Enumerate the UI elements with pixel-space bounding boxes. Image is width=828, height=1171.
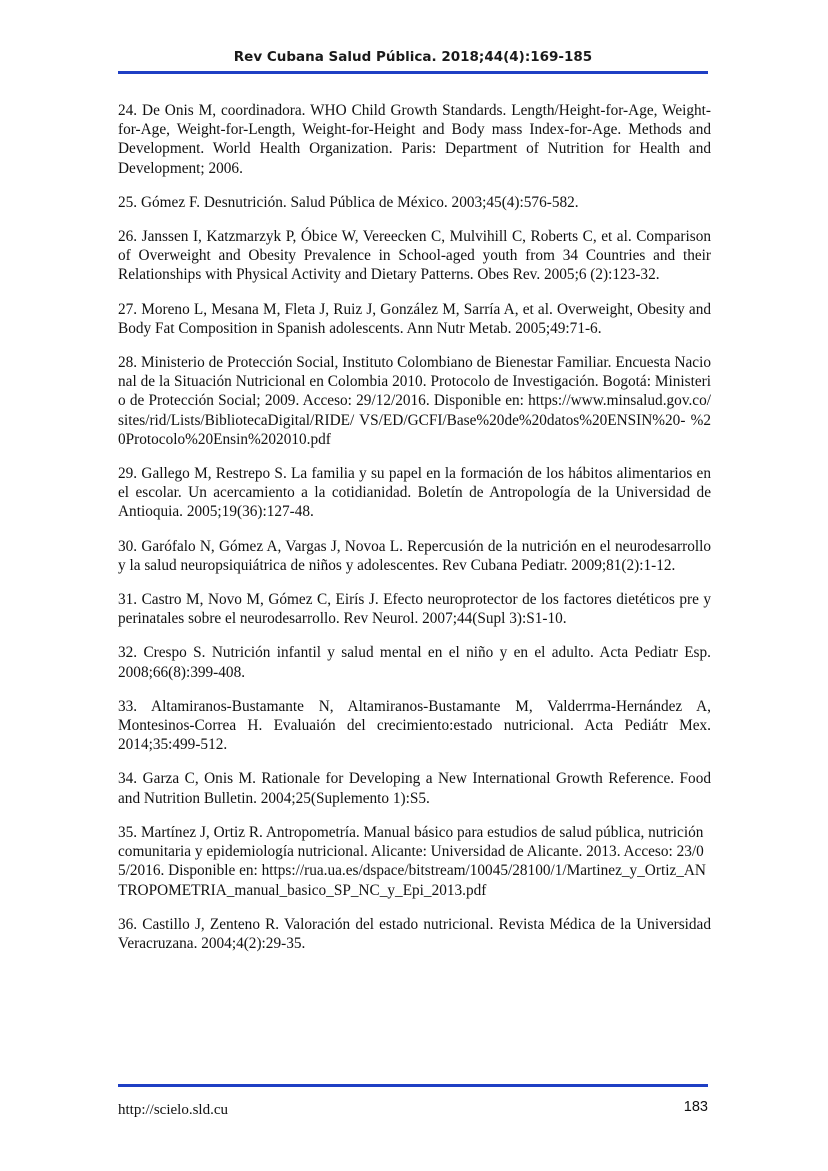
reference-32: 32. Crespo S. Nutrición infantil y salud mental en el niño y en el adulto. Acta Pediatr Esp. 2008;66(8):399-408.: [118, 644, 711, 681]
running-head: Rev Cubana Salud Pública. 2018;44(4):169-185: [233, 49, 593, 65]
footer-url-link[interactable]: http://scielo.sld.cu: [118, 1102, 228, 1118]
reference-29: 29. Gallego M, Restrepo S. La familia y su papel en la formación de los hábitos alimentarios en el escolar. Un acercamiento a la cotidianidad. Boletín de Antropología de la Universidad de Antioquia. 2005;19(36):127-48.: [118, 465, 711, 521]
reference-31: 31. Castro M, Novo M, Gómez C, Eirís J. Efecto neuroprotector de los factores dietéticos pre y perinatales sobre el neurodesarrollo. Rev Neurol. 2007;44(Supl 3):S1-10.: [118, 591, 711, 628]
reference-28: 28. Ministerio de Protección Social, Instituto Colombiano de Bienestar Familiar. Encuesta Nacional de la Situación Nutricional en Colombia 2010. Protocolo de Investigación. Bogotá: Ministerio de Protección Social; 2009. Acceso: 29/12/2016. Disponible en: https://www.minsalud.gov.co/sites/rid/Lists/BibliotecaDigital/RIDE/ VS/ED/GCFI/Base%20de%20datos%20ENSIN%20- %20Protocolo%20Ensin%202010.pdf: [118, 354, 711, 448]
reference-26: 26. Janssen I, Katzmarzyk P, Óbice W, Vereecken C, Mulvihill C, Roberts C, et al. Comparison of Overweight and Obesity Prevalence in School-aged youth from 34 Countries and their Relationships with Physical Activity and Dietary Patterns. Obes Rev. 2005;6 (2):123-32.: [118, 228, 711, 284]
page-number: 183: [683, 1099, 708, 1115]
reference-list: [118, 101, 711, 968]
header-rule: [118, 71, 708, 74]
reference-36: 36. Castillo J, Zenteno R. Valoración del estado nutricional. Revista Médica de la Universidad Veracruzana. 2004;4(2):29-35.: [118, 915, 711, 952]
footer-rule: [118, 1084, 708, 1087]
reference-35: 35. Martínez J, Ortiz R. Antropometría. Manual básico para estudios de salud pública, nutrición comunitaria y epidemiología nutricional. Alicante: Universidad de Alicante. 2013. Acceso: 23/05/2016. Disponible en: https://rua.ua.es/dspace/bitstream/10045/28100/1/Martinez_y_Ortiz_ANTROPOMETRIA_manual_basico_SP_NC_y_Epi_2013.pdf: [118, 823, 706, 899]
reference-24: 24. De Onis M, coordinadora. WHO Child Growth Standards. Length/Height-for-Age, Weight-for-Age, Weight-for-Length, Weight-for-Height and Body mass Index-for-Age. Methods and Development. World Health Organization. Paris: Department of Nutrition for Health and Development; 2006.: [118, 102, 711, 177]
reference-33: 33. Altamiranos-Bustamante N, Altamiranos-Bustamante M, Valderrma-Hernández A, Montesinos-Correa H. Evaluaión del crecimiento:estado nutricional. Acta Pediátr Mex. 2014;35:499-512.: [118, 697, 711, 754]
reference-34: 34. Garza C, Onis M. Rationale for Developing a New International Growth Reference. Food and Nutrition Bulletin. 2004;25(Suplemento 1):S5.: [118, 770, 711, 807]
reference-25: 25. Gómez F. Desnutrición. Salud Pública de México. 2003;45(4):576-582.: [118, 193, 579, 211]
reference-27: 27. Moreno L, Mesana M, Fleta J, Ruiz J, González M, Sarría A, et al. Overweight, Obesity and Body Fat Composition in Spanish adolescents. Ann Nutr Metab. 2005;49:71-6.: [118, 300, 711, 337]
reference-30: 30. Garófalo N, Gómez A, Vargas J, Novoa L. Repercusión de la nutrición en el neurodesarrollo y la salud neuropsiquiátrica de niños y adolescentes. Rev Cubana Pediatr. 2009;81(2):1-12.: [118, 537, 711, 574]
